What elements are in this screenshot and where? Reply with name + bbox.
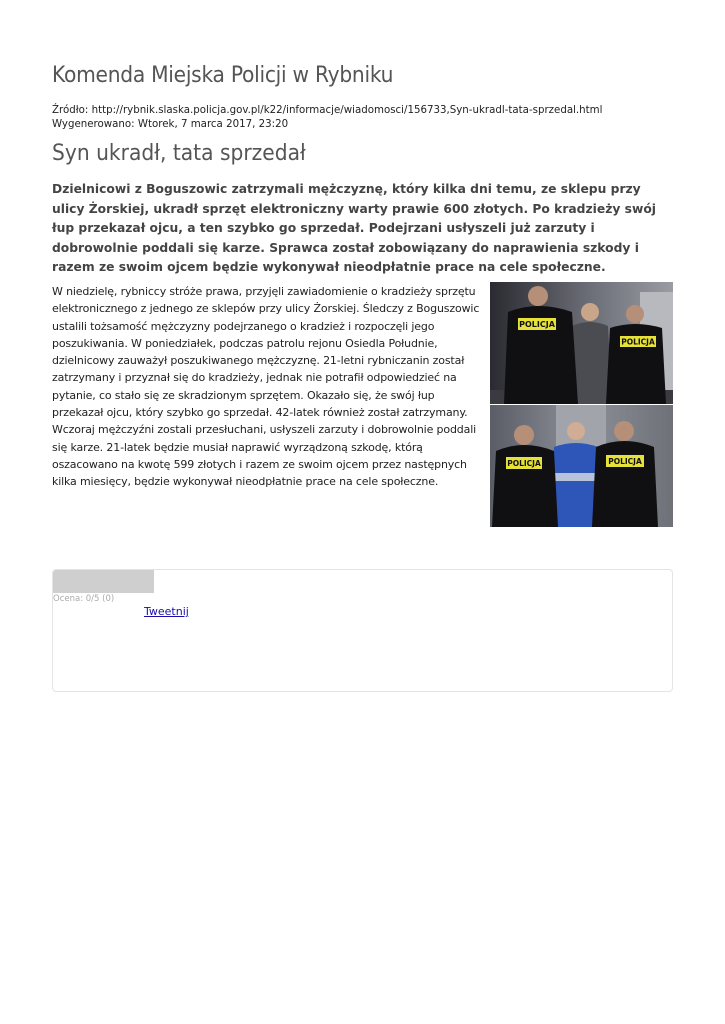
- photo-label-2: POLICJA: [621, 337, 655, 347]
- article-title: Syn ukradł, tata sprzedał: [52, 141, 306, 166]
- photo-label-4: POLICJA: [608, 457, 642, 466]
- site-title: Komenda Miejska Policji w Rybniku: [52, 63, 394, 88]
- article-photo-2: [490, 405, 673, 527]
- photo-label-3: POLICJA: [507, 459, 541, 468]
- photo-label-1: POLICJA: [519, 320, 555, 329]
- article-photo-1: [490, 282, 673, 404]
- tweet-link[interactable]: Tweetnij: [144, 605, 189, 618]
- rating-box: [52, 569, 673, 692]
- generated-line: Wygenerowano: Wtorek, 7 marca 2017, 23:20: [52, 117, 289, 130]
- article-body: W niedzielę, rybniccy stróże prawa, przyjęli zawiadomienie o kradzieży sprzętu elektronicznego z jednego ze sklepów przy ulicy Żorskiej. Śledczy z Boguszowic ustalili tożsamość mężczyzny podejrzanego o kradzież i rozpoczęli jego poszukiwania. W poniedziałek, podczas patrolu rejonu Osiedla Południe, dzielnicowy zauważył poszukiwanego mężczyznę. 21-letni rybniczanin został zatrzymany i przyznał się do kradzieży, jednak nie potrafił odpowiedzieć na pytanie, co stało się ze skradzionym sprzętem. Okazało się, że swój łup przekazał ojcu, który szybko go sprzedał. 42-latek również został zatrzymany. Wczoraj mężczyźni zostali przesłuchani, usłyszeli zarzuty i dobrowolnie poddali się karze. 21-latek będzie musiał naprawić wyrządzoną szkodę, którą oszacowano na kwotę 599 złotych i razem ze swoim ojcem przez następnych kilka miesięcy, będzie wykonywał nieodpłatnie prace na cele społeczne.: [52, 285, 480, 489]
- rating-text: Ocena: 0/5 (0): [53, 594, 115, 604]
- source-line: Źródło: http://rybnik.slaska.policja.gov.pl/k22/informacje/wiadomosci/156733,Syn-ukradl-tata-sprzedal.html: [52, 103, 603, 116]
- meta-info: [52, 103, 644, 131]
- rating-bar[interactable]: [53, 570, 154, 593]
- article-lead: Dzielnicowi z Boguszowic zatrzymali mężczyznę, który kilka dni temu, ze sklepu przy ulicy Żorskiej, ukradł sprzęt elektroniczny warty prawie 600 złotych. Po kradzieży swój łup przekazał ojcu, a ten szybko go sprzedał. Podejrzani usłyszeli już zarzuty i dobrowolnie poddali się karze. Sprawca został zobowiązany do naprawienia szkody i razem ze swoim ojcem będzie wykonywał nieodpłatnie prace na cele społeczne.: [52, 182, 656, 274]
